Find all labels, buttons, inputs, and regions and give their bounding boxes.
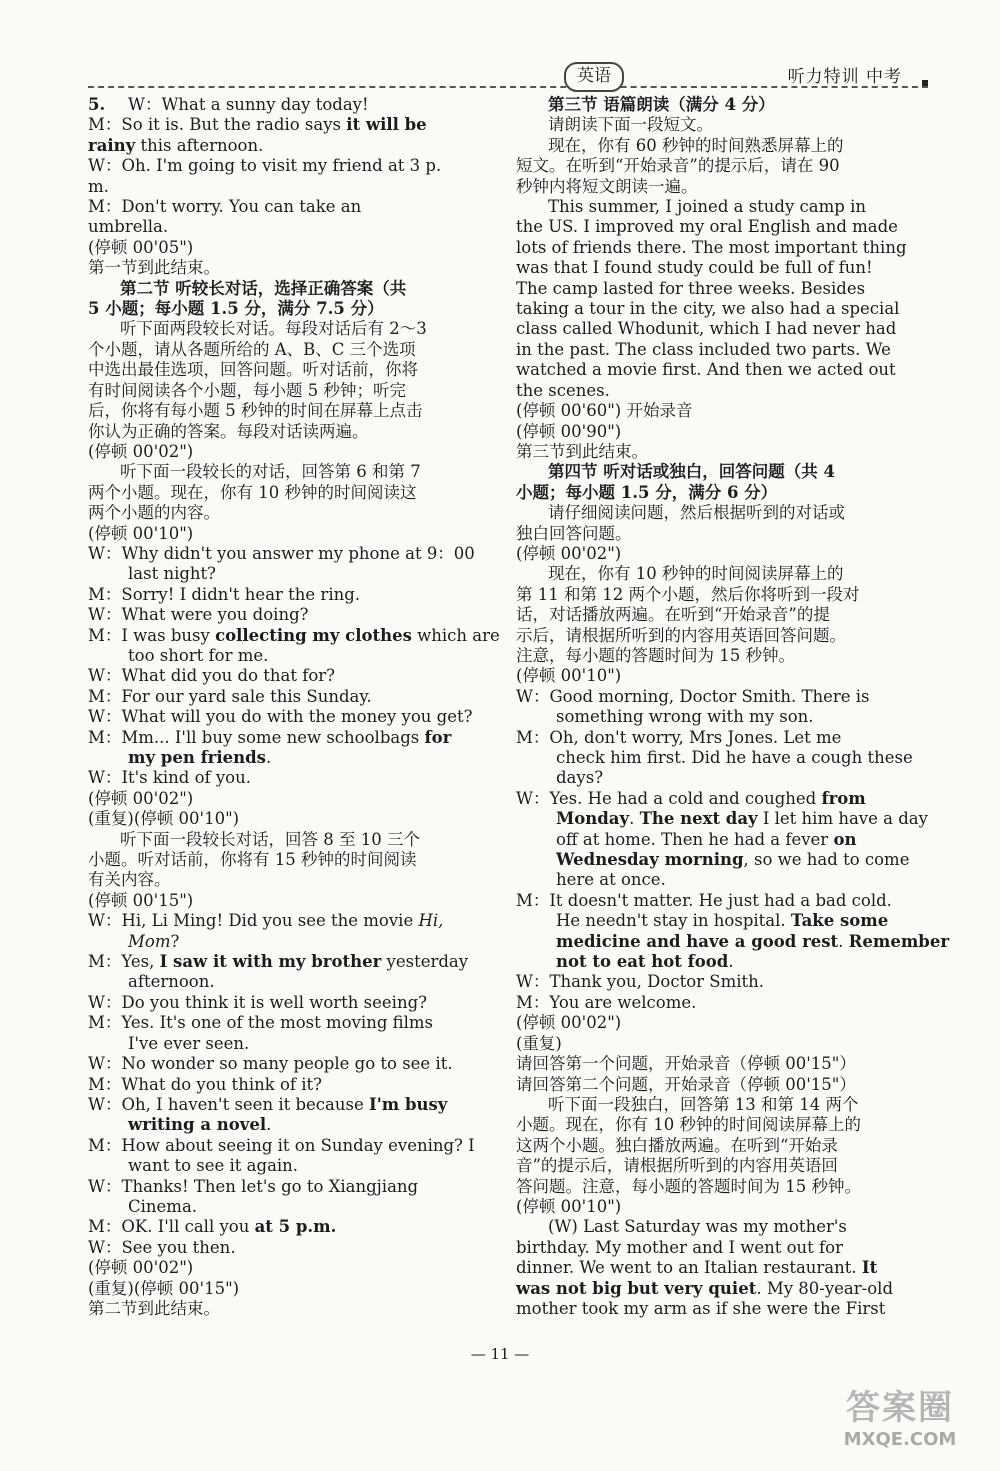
text-line	[516, 217, 926, 237]
text-line	[88, 605, 501, 625]
watermark-logo	[820, 1380, 980, 1460]
text-line	[88, 911, 501, 931]
text-line-content: M：Yes. It's one of the most moving films	[88, 1013, 434, 1033]
text-line	[516, 1238, 926, 1258]
text-line	[516, 544, 926, 564]
text-line-content: W：Why didn't you answer my phone at 9：00	[88, 543, 475, 563]
text-line	[88, 830, 501, 850]
text-line	[88, 360, 501, 380]
text-line-content: 你认为正确的答案。每段对话读两遍。	[88, 421, 369, 441]
text-line-content: W：What will you do with the money you get?	[88, 707, 473, 727]
text-line	[88, 972, 501, 992]
text-line	[516, 564, 926, 584]
text-line-content: (重复)	[516, 1033, 562, 1053]
text-line-content: class called Whodunit, which I had never had	[516, 319, 897, 339]
text-line	[516, 1217, 926, 1237]
page-number: — 11 —	[470, 1345, 530, 1363]
text-line	[88, 197, 501, 217]
text-line	[88, 1115, 501, 1135]
text-line-content: 请仔细阅读问题，然后根据听到的对话或	[548, 503, 845, 523]
text-line-content: W：No wonder so many people go to see it.	[88, 1054, 453, 1074]
text-line	[516, 340, 926, 360]
text-line	[88, 238, 501, 258]
text-line	[516, 279, 926, 299]
text-line-content: (停顿 00'05")	[88, 237, 194, 257]
text-line	[88, 1279, 501, 1299]
text-line	[516, 605, 926, 625]
text-line-content: (停顿 00'10")	[88, 523, 194, 543]
text-line-content: writing a novel.	[128, 1115, 272, 1135]
text-line	[88, 401, 501, 421]
text-line	[88, 544, 501, 564]
text-line	[516, 687, 926, 707]
text-line-content: Wednesday morning, so we had to come	[556, 850, 910, 870]
text-line-content: W：Thanks! Then let's go to Xiangjiang	[88, 1176, 419, 1196]
text-line-content: days?	[556, 768, 604, 788]
text-line	[516, 524, 926, 544]
text-line	[88, 768, 501, 788]
text-line-content: 第二节到此结束。	[88, 1298, 220, 1318]
text-line	[88, 1238, 501, 1258]
header-square-mark	[922, 80, 928, 86]
text-line	[88, 850, 501, 870]
text-line	[516, 156, 926, 176]
text-line	[516, 952, 926, 972]
text-line-content: M：For our yard sale this Sunday.	[88, 686, 372, 706]
text-line	[516, 911, 926, 931]
text-line	[516, 768, 926, 788]
text-line	[516, 381, 926, 401]
text-line-content: taking a tour in the city, we also had a special	[516, 299, 900, 319]
page-header	[88, 62, 928, 90]
text-line	[516, 1299, 926, 1319]
text-line	[88, 340, 501, 360]
text-line-content: W：Do you think it is well worth seeing?	[88, 992, 427, 1012]
text-line	[516, 993, 926, 1013]
text-line-content: m.	[88, 176, 109, 196]
text-line-content: something wrong with my son.	[556, 707, 814, 727]
text-line	[516, 666, 926, 686]
text-line-content: W：Hi, Li Ming! Did you see the movie Hi,	[88, 911, 444, 931]
text-line-content: (停顿 00'10")	[516, 666, 622, 686]
text-line	[516, 1156, 926, 1176]
text-line-content: 答问题。注意，每小题的答题时间为 15 秒钟。	[516, 1176, 861, 1196]
text-line	[88, 870, 501, 890]
text-line-content: birthday. My mother and I went out for	[516, 1237, 843, 1257]
text-line-content: (停顿 00'60") 开始录音	[516, 401, 693, 421]
text-line-content: This summer, I joined a study camp in	[548, 197, 866, 217]
text-line-content: umbrella.	[88, 217, 169, 237]
text-line-content: afternoon.	[128, 972, 215, 992]
text-line	[88, 156, 501, 176]
text-line	[516, 1115, 926, 1135]
text-line-content: He needn't stay in hospital. Take some	[556, 911, 889, 931]
text-line-content: 秒钟内将短文朗读一遍。	[516, 176, 698, 196]
text-line-content: want to see it again.	[128, 1156, 299, 1176]
text-line-content: W：What a sunny day today!	[128, 95, 369, 114]
text-line	[516, 1197, 926, 1217]
text-line-content: too short for me.	[128, 645, 269, 665]
text-line	[516, 197, 926, 217]
text-line-content: 音”的提示后，请根据所听到的内容用英语回	[516, 1156, 838, 1176]
text-line-content: medicine and have a good rest. Remember	[556, 931, 950, 951]
text-line-content: (停顿 00'02")	[88, 441, 194, 461]
text-line	[88, 136, 501, 156]
text-line-content: 第三节到此结束。	[516, 441, 648, 461]
text-line	[516, 707, 926, 727]
text-line	[516, 870, 926, 890]
text-line	[88, 503, 501, 523]
text-line	[516, 809, 926, 829]
text-line-content: 第二节 听较长对话，选择正确答案（共	[120, 278, 407, 298]
text-line-content: 第 11 和第 12 两个小题，然后你将听到一段对	[516, 584, 860, 604]
text-line-content: The camp lasted for three weeks. Besides	[516, 278, 866, 298]
text-line-content: 第三节 语篇朗读（满分 4 分）	[548, 95, 775, 114]
text-line	[88, 932, 501, 952]
text-line-content: 有关内容。	[88, 870, 171, 890]
text-line	[88, 585, 501, 605]
text-line-content: last night?	[128, 564, 217, 584]
text-line	[88, 666, 501, 686]
text-line-content: (停顿 00'02")	[88, 1258, 194, 1278]
text-line-content: 后，你将有每小题 5 秒钟的时间在屏幕上点击	[88, 401, 423, 421]
text-line	[88, 891, 501, 911]
text-line-content: lots of friends there. The most important thing	[516, 237, 907, 257]
text-line-content: 短文。在听到“开始录音”的提示后，请在 90	[516, 156, 840, 176]
text-line-content: W：What were you doing?	[88, 605, 309, 625]
text-line	[88, 1013, 501, 1033]
text-line-content: 现在，你有 10 秒钟的时间阅读屏幕上的	[548, 564, 844, 584]
text-line	[516, 299, 926, 319]
text-line-content: (停顿 00'15")	[88, 890, 194, 910]
text-line	[516, 646, 926, 666]
text-line	[516, 95, 926, 115]
subject-badge: 英语	[564, 62, 624, 92]
text-line-content: W：Yes. He had a cold and coughed from	[516, 788, 866, 808]
text-line	[88, 524, 501, 544]
text-line-content: M：I was busy collecting my clothes which are	[88, 625, 500, 645]
text-line-content: M：What do you think of it?	[88, 1074, 323, 1094]
text-line	[516, 258, 926, 278]
text-line	[88, 707, 501, 727]
text-line-content: (停顿 00'02")	[516, 1013, 622, 1033]
text-line	[516, 136, 926, 156]
watermark-url: MXQE.COM	[843, 1429, 957, 1450]
text-line-content: 听下面一段独白，回答第 13 和第 14 两个	[548, 1094, 859, 1114]
text-line-content: (停顿 00'02")	[516, 543, 622, 563]
text-line-content: the US. I improved my oral English and made	[516, 217, 898, 237]
text-line-content: M：Sorry! I didn't hear the ring.	[88, 584, 361, 604]
text-line-content: W：Oh, I haven't seen it because I'm busy	[88, 1094, 448, 1114]
text-line	[516, 238, 926, 258]
text-line-content: 请回答第二个问题，开始录音（停顿 00'15"）	[516, 1074, 856, 1094]
text-line	[88, 258, 501, 278]
text-line-content: 5 小题；每小题 1.5 分，满分 7.5 分）	[88, 299, 384, 319]
text-line-content: W：What did you do that for?	[88, 666, 336, 686]
text-line-content: M：So it is. But the radio says it will be	[88, 115, 427, 135]
text-line	[516, 1136, 926, 1156]
text-line-content: (重复)(停顿 00'15")	[88, 1278, 240, 1298]
text-line	[88, 299, 501, 319]
text-line	[88, 217, 501, 237]
text-line	[88, 319, 501, 339]
text-line	[88, 1217, 501, 1237]
text-line-content: 听下面一段较长的对话，回答第 6 和第 7	[120, 462, 421, 482]
text-line-content: 请朗读下面一段短文。	[548, 115, 713, 135]
text-line	[88, 748, 501, 768]
text-line	[88, 993, 501, 1013]
text-line-content: the scenes.	[516, 380, 610, 400]
text-line	[516, 1034, 926, 1054]
text-line	[516, 789, 926, 809]
question-number: 5.	[88, 95, 106, 114]
text-line	[516, 360, 926, 380]
text-line-content: was that I found study could be full of fun!	[516, 258, 873, 278]
text-line	[88, 422, 501, 442]
text-line-content: 独白回答问题。	[516, 523, 632, 543]
left-column	[88, 95, 501, 1319]
text-line-content: W：See you then.	[88, 1237, 236, 1257]
text-line	[88, 1177, 501, 1197]
text-line-content: W：Oh. I'm going to visit my friend at 3 p.	[88, 156, 442, 176]
text-line-content: 个小题，请从各题所给的 A、B、C 三个选项	[88, 339, 416, 359]
text-line-content: rainy this afternoon.	[88, 135, 264, 155]
text-line	[88, 952, 501, 972]
text-line	[88, 279, 501, 299]
text-line	[516, 728, 926, 748]
text-line	[516, 319, 926, 339]
text-line	[88, 381, 501, 401]
text-line-content: 两个小题的内容。	[88, 503, 220, 523]
text-line	[88, 462, 501, 482]
text-line	[516, 850, 926, 870]
text-line	[88, 626, 501, 646]
text-line-content: not to eat hot food.	[556, 952, 734, 972]
text-line-content: 小题；每小题 1.5 分，满分 6 分）	[516, 482, 778, 502]
text-line	[88, 1299, 501, 1319]
header-title: 听力特训 中考	[787, 67, 902, 87]
text-line-content: M：How about seeing it on Sunday evening? I	[88, 1135, 475, 1155]
right-column	[516, 95, 950, 1319]
text-line	[88, 1095, 501, 1115]
text-line-content: 这两个小题。独白播放两遍。在听到“开始录	[516, 1135, 838, 1155]
text-line	[516, 1177, 926, 1197]
text-line	[516, 830, 926, 850]
text-line	[88, 1156, 501, 1176]
text-line-content: I've ever seen.	[128, 1033, 250, 1053]
text-line-content: (停顿 00'10")	[516, 1196, 622, 1216]
text-line	[516, 503, 926, 523]
text-line	[88, 1258, 501, 1278]
text-line-content: 请回答第一个问题，开始录音（停顿 00'15"）	[516, 1054, 856, 1074]
text-line	[516, 115, 926, 135]
text-line	[516, 626, 926, 646]
text-line	[88, 1054, 501, 1074]
text-line-content: Cinema.	[128, 1196, 198, 1216]
text-line-content: 听下面两段较长对话。每段对话后有 2～3	[120, 319, 427, 339]
text-line	[88, 1034, 501, 1054]
text-line-content: M：Oh, don't worry, Mrs Jones. Let me	[516, 727, 842, 747]
text-line	[516, 1054, 926, 1074]
text-line-content: Mom?	[128, 931, 180, 951]
text-line-content: Monday. The next day I let him have a day	[556, 809, 928, 829]
text-line-content: (重复)(停顿 00'10")	[88, 809, 240, 829]
text-line	[516, 891, 926, 911]
text-line	[516, 483, 926, 503]
text-line-content: 听下面一段较长对话，回答 8 至 10 三个	[120, 829, 420, 849]
text-line-content: M：Mm... I'll buy some new schoolbags for	[88, 727, 452, 747]
text-line-content: check him first. Did he have a cough these	[556, 748, 913, 767]
text-line-content: M：You are welcome.	[516, 992, 697, 1012]
text-line-content: 中选出最佳选项，回答问题。听对话前，你将	[88, 360, 418, 380]
text-line	[88, 809, 501, 829]
text-line-content: 第四节 听对话或独白，回答问题（共 4	[548, 462, 835, 482]
text-line	[516, 462, 926, 482]
text-line-content: was not big but very quiet. My 80-year-old	[516, 1278, 894, 1298]
text-line-content: 示后，请根据所听到的内容用英语回答问题。	[516, 625, 846, 645]
text-line	[88, 1197, 501, 1217]
text-line	[516, 1279, 926, 1299]
text-line-content: 有时间阅读各个小题，每小题 5 秒钟；听完	[88, 380, 406, 400]
text-line	[88, 564, 501, 584]
text-line-content: mother took my arm as if she were the First	[516, 1298, 886, 1318]
text-line	[516, 931, 950, 952]
text-line	[516, 748, 926, 768]
text-line-content: M：Yes, I saw it with my brother yesterday	[88, 952, 469, 972]
text-line-content: off at home. Then he had a fever on	[556, 829, 857, 849]
text-line-content: (停顿 00'90")	[516, 421, 622, 441]
text-line	[88, 442, 501, 462]
text-line	[88, 177, 501, 197]
text-line-content: M：It doesn't matter. He just had a bad cold.	[516, 890, 892, 910]
text-line-content: W：Thank you, Doctor Smith.	[516, 972, 764, 992]
text-line	[516, 1013, 926, 1033]
text-line	[516, 401, 926, 421]
text-line-content: 现在，你有 60 秒钟的时间熟悉屏幕上的	[548, 135, 844, 155]
text-line	[516, 422, 926, 442]
text-line	[516, 1258, 926, 1278]
text-line-content: W：Good morning, Doctor Smith. There is	[516, 686, 870, 706]
text-line	[88, 115, 501, 135]
text-line	[516, 1075, 926, 1095]
text-line	[88, 687, 501, 707]
text-line	[516, 972, 926, 992]
text-line	[88, 728, 501, 748]
text-line	[516, 585, 926, 605]
text-line	[88, 483, 501, 503]
text-line-content: 第一节到此结束。	[88, 258, 220, 278]
text-line-content: 小题。现在，你有 10 秒钟的时间阅读屏幕上的	[516, 1115, 861, 1135]
text-line-content: here at once.	[556, 870, 666, 890]
text-line-content: in the past. The class included two parts. We	[516, 339, 891, 359]
text-line-content: 话，对话播放两遍。在听到“开始录音”的提	[516, 605, 830, 625]
text-line	[516, 442, 926, 462]
text-line-content: W：It's kind of you.	[88, 768, 251, 788]
text-line-content: watched a movie first. And then we acted out	[516, 360, 896, 380]
text-line-content: dinner. We went to an Italian restaurant. It	[516, 1258, 878, 1278]
text-line	[88, 95, 501, 115]
text-line	[88, 1136, 501, 1156]
watermark-text: 答案圈	[846, 1388, 954, 1428]
text-line	[88, 789, 501, 809]
text-line-content: 两个小题。现在，你有 10 秒钟的时间阅读这	[88, 482, 417, 502]
text-line-content: (W) Last Saturday was my mother's	[548, 1217, 847, 1237]
text-line-content: 注意，每小题的答题时间为 15 秒钟。	[516, 645, 795, 665]
text-line	[516, 1095, 926, 1115]
text-line	[516, 177, 926, 197]
text-line-content: M：Don't worry. You can take an	[88, 197, 362, 217]
text-line-content: (停顿 00'02")	[88, 788, 194, 808]
text-line	[88, 1075, 501, 1095]
text-line-content: my pen friends.	[128, 748, 272, 767]
text-line	[88, 646, 501, 666]
text-line-content: M：OK. I'll call you at 5 p.m.	[88, 1217, 337, 1237]
text-line-content: 小题。听对话前，你将有 15 秒钟的时间阅读	[88, 850, 417, 870]
